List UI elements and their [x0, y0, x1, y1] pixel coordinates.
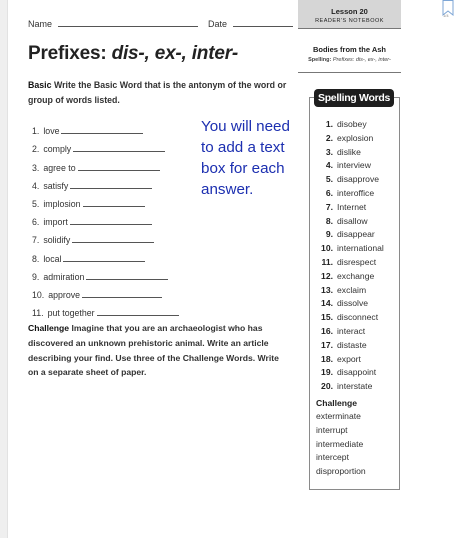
page-edge	[0, 0, 8, 538]
spelling-word	[316, 174, 384, 188]
notebook-label: READER'S NOTEBOOK	[315, 18, 384, 24]
spelling-word	[316, 202, 384, 216]
spelling-word	[316, 381, 384, 395]
challenge-word: intermediate	[316, 438, 364, 449]
spelling-word-text: distaste	[337, 339, 367, 350]
answer-line[interactable]	[86, 279, 168, 280]
spelling-word	[316, 188, 384, 202]
spelling-word-number: 9.	[325, 229, 333, 240]
instruction-note: You will need to add a text box for each answer.	[201, 118, 290, 198]
spelling-word	[316, 160, 384, 174]
exercise-number: 10.	[32, 289, 45, 300]
challenge-word: intercept	[316, 452, 349, 463]
exercise-word: put together	[47, 308, 95, 319]
spelling-word	[316, 367, 384, 381]
spelling-word-text: disrespect	[337, 256, 377, 267]
spelling-word	[316, 340, 384, 354]
exercise-word: comply	[43, 144, 72, 155]
exercise-word: love	[43, 126, 60, 137]
answer-line[interactable]	[72, 242, 154, 243]
spelling-word	[316, 354, 384, 368]
spelling-word-number: 5.	[325, 174, 333, 185]
answer-line[interactable]	[78, 170, 160, 171]
exercise-number: 3.	[32, 162, 40, 173]
spelling-word-text: exclaim	[337, 284, 367, 295]
spelling-word-text: disobey	[337, 119, 367, 129]
spelling-word-text: dissolve	[337, 298, 369, 309]
spelling-word-number: 16.	[321, 325, 333, 336]
spelling-word	[316, 257, 384, 271]
basic-text: Write the Basic Word that is the antonym of the word or group of words listed.	[28, 80, 287, 105]
spelling-word	[316, 147, 384, 161]
exercise-word: implosion	[43, 198, 81, 209]
exercise-item	[32, 227, 179, 245]
exercise-word: solidify	[43, 235, 71, 246]
basic-instructions	[28, 78, 298, 107]
exercise-number: 1.	[32, 126, 40, 137]
spelling-word-number: 2.	[325, 132, 333, 143]
answer-line[interactable]	[70, 188, 152, 189]
spelling-word-number: 17.	[321, 339, 333, 350]
answer-line[interactable]	[83, 206, 145, 207]
spelling-word-number: 4.	[325, 160, 333, 171]
story-rule	[298, 72, 401, 73]
answer-line[interactable]	[61, 133, 143, 134]
spelling-word-number: 8.	[325, 215, 333, 226]
exercise-item	[32, 209, 179, 227]
spelling-word	[316, 216, 384, 230]
answer-line[interactable]	[73, 151, 165, 152]
spelling-word-number: 15.	[321, 312, 333, 323]
spelling-word-text: explosion	[337, 132, 374, 143]
spelling-word-text: export	[337, 353, 361, 364]
exercise-number: 8.	[32, 253, 40, 264]
exercise-number: 7.	[32, 235, 40, 246]
spelling-word-text: disappear	[337, 229, 375, 240]
exercise-number: 5.	[32, 198, 40, 209]
date-line[interactable]	[233, 26, 293, 27]
spelling-word-number: 3.	[325, 146, 333, 157]
spelling-word-text: Internet	[337, 201, 367, 212]
challenge-words-label: Challenge	[316, 398, 358, 408]
bookmark-count: 1/4	[443, 13, 449, 18]
spelling-word-text: disallow	[337, 215, 368, 226]
name-date-row	[28, 19, 293, 29]
spelling-word-text: disapprove	[337, 174, 380, 185]
spelling-word-text: dislike	[337, 146, 361, 157]
spelling-word	[316, 285, 384, 299]
spelling-word-text: disappoint	[337, 367, 377, 378]
spelling-word-text: exchange	[337, 270, 375, 281]
exercise-number: 9.	[32, 271, 40, 282]
answer-line[interactable]	[63, 261, 145, 262]
answer-line[interactable]	[97, 315, 179, 316]
basic-label: Basic	[28, 80, 52, 90]
exercise-number: 6.	[32, 217, 40, 228]
title-prefix: Prefixes:	[28, 43, 107, 64]
spelling-word-number: 19.	[321, 367, 333, 378]
spelling-word	[316, 271, 384, 285]
exercise-number: 11.	[32, 308, 44, 319]
exercise-word: agree to	[43, 162, 76, 173]
lesson-header	[298, 0, 401, 28]
challenge-word: interrupt	[316, 424, 348, 435]
exercise-item	[32, 136, 179, 154]
challenge-label: Challenge	[28, 323, 70, 333]
story-spelling-topic	[298, 57, 401, 63]
lesson-title: Lesson 20	[331, 7, 368, 16]
page-title	[28, 43, 238, 65]
name-label: Name	[28, 19, 53, 29]
spelling-word	[316, 312, 384, 326]
answer-line[interactable]	[70, 224, 152, 225]
spelling-word-text: interact	[337, 325, 366, 336]
header-rule	[298, 28, 401, 29]
exercise-item	[32, 191, 179, 209]
challenge-text: Imagine that you are an archaeologist who has discovered an unknown prehistoric animal. Write an article describing your find. Use three of the Challenge Words. Write on a separate sheet of paper.	[28, 323, 279, 378]
spelling-word	[316, 229, 384, 243]
exercise-number: 2.	[32, 144, 40, 155]
challenge-word-list	[316, 411, 366, 480]
exercise-word: import	[43, 217, 68, 228]
spelling-word	[316, 133, 384, 147]
exercise-item	[32, 118, 179, 136]
spelling-word-text: interstate	[337, 381, 373, 392]
challenge-instructions	[28, 321, 288, 380]
spelling-word-text: interoffice	[337, 187, 375, 198]
spelling-word-number: 12.	[321, 270, 333, 281]
story-spelling-label: Spelling:	[308, 57, 332, 63]
exercise-item	[32, 154, 179, 172]
spelling-word-number: 18.	[321, 353, 333, 364]
spelling-word-number: 14.	[321, 298, 333, 309]
exercise-word: admiration	[43, 271, 85, 282]
name-line[interactable]	[58, 26, 198, 27]
spelling-word-number: 11.	[321, 256, 333, 267]
spelling-word-list	[316, 119, 384, 395]
exercise-list	[32, 118, 179, 318]
spelling-word-number: 10.	[321, 243, 333, 254]
spelling-word-number: 13.	[321, 284, 333, 295]
exercise-number: 4.	[32, 180, 40, 191]
exercise-item	[32, 300, 179, 318]
story-spelling-text: Prefixes: dis-, ex-, inter-	[332, 57, 391, 63]
exercise-item	[32, 173, 179, 191]
spelling-word-number: 20.	[321, 381, 333, 392]
challenge-word: disproportion	[316, 466, 366, 477]
exercise-item	[32, 264, 179, 282]
spelling-words-title: Spelling Words	[314, 89, 394, 107]
spelling-word-number: 6.	[325, 187, 333, 198]
exercise-word: local	[43, 253, 62, 264]
story-title: Bodies from the Ash	[312, 45, 387, 54]
title-parts: dis-, ex-, inter-	[111, 43, 239, 64]
spelling-word-number: 7.	[325, 201, 333, 212]
spelling-word	[316, 298, 384, 312]
challenge-word: exterminate	[316, 411, 361, 421]
spelling-word	[316, 326, 384, 340]
exercise-word: satisfy	[43, 180, 69, 191]
exercise-item	[32, 282, 179, 300]
spelling-word-number: 1.	[325, 119, 333, 129]
right-margin	[420, 0, 460, 538]
spelling-word-text: international	[337, 243, 384, 254]
answer-line[interactable]	[82, 297, 162, 298]
spelling-word	[316, 243, 384, 257]
exercise-word: approve	[48, 289, 81, 300]
exercise-item	[32, 245, 179, 263]
date-label: Date	[208, 19, 228, 29]
spelling-word-text: disconnect	[337, 312, 379, 323]
spelling-word-text: interview	[337, 160, 371, 171]
spelling-word	[316, 119, 384, 133]
story-info	[298, 45, 401, 63]
